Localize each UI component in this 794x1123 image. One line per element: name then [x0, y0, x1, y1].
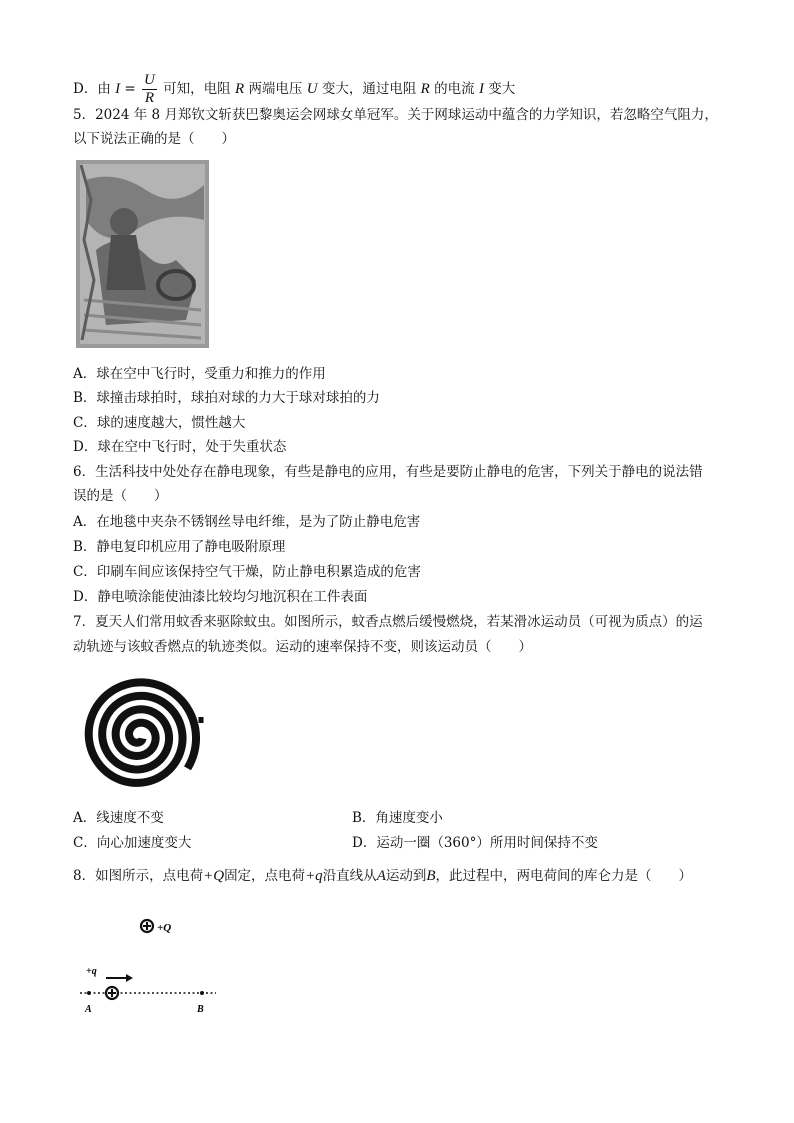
q8-stem: 8．如图所示，点电荷+Q固定，点电荷+q沿直线从A运动到B，此过程中，两电荷间的库仑力是（ ） [73, 868, 693, 884]
mosquito-coil-spiral-figure [71, 668, 207, 804]
point-B [200, 991, 204, 995]
q7-stem-line-1: 7．夏天人们常用蚊香来驱除蚊虫。如图所示，蚊香点燃后缓慢燃烧，若某滑冰运动员（可视为质点）的运 [73, 614, 703, 630]
q6-option-b: B．静电复印机应用了静电吸附原理 [73, 539, 286, 555]
q4-option-d: D．由 I = $\frac{U}{R}$ 可知，电阻 R 两端电压 U 变大，通过电阻 R 的电流 I 变大 [73, 72, 516, 106]
q5-stem-line-2: 以下说法正确的是（ ） [73, 131, 235, 147]
point-charges-figure [75, 912, 225, 1022]
q6-stem-line-2: 误的是（ ） [73, 488, 168, 504]
var-I: I [115, 81, 121, 97]
q5-option-d: D．球在空中飞行时，处于失重状态 [73, 439, 287, 455]
q7-stem-line-2: 动轨迹与该蚊香燃点的轨迹类似。运动的速率保持不变，则该运动员（ ） [73, 639, 532, 655]
q6-option-d: D．静电喷涂能使油漆比较均匀地沉积在工件表面 [73, 589, 368, 605]
q5-option-c: C．球的速度越大，惯性越大 [73, 415, 246, 431]
q7-option-c: C．向心加速度变大 [73, 835, 192, 851]
point-A [87, 991, 91, 995]
q6-option-c: C．印刷车间应该保持空气干燥，防止静电积累造成的危害 [73, 564, 421, 580]
label-A: A [85, 1004, 92, 1015]
q7-option-d: D．运动一圈（360°）所用时间保持不变 [352, 835, 598, 851]
label-plus-q: +q [86, 966, 97, 977]
velocity-arrow [106, 974, 133, 982]
q6-stem-line-1: 6．生活科技中处处存在静电现象，有些是静电的应用，有些是要防止静电的危害，下列关于静电的说法错 [73, 464, 703, 480]
q6-option-a: A．在地毯中夹杂不锈钢丝导电纤维，是为了防止静电危害 [73, 514, 421, 530]
q5-stem-line-1: 5．2024 年 8 月郑钦文斩获巴黎奥运会网球女单冠军。关于网球运动中蕴含的力学知识，若忽略空气阻力， [73, 107, 718, 123]
q7-option-a: A．线速度不变 [73, 810, 164, 826]
charge-plus-q [106, 987, 118, 999]
fraction-u-over-r: $\frac{U}{R}$ [144, 72, 155, 106]
charge-plus-Q [141, 920, 153, 932]
label-B: B [197, 1004, 204, 1015]
tennis-player-photo [76, 160, 209, 348]
label-plus-Q: +Q [157, 922, 172, 934]
q7-option-b: B．角速度变小 [352, 810, 443, 826]
q5-option-b: B．球撞击球拍时，球拍对球的力大于球对球拍的力 [73, 390, 380, 406]
q5-option-a: A．球在空中飞行时，受重力和推力的作用 [73, 366, 326, 382]
